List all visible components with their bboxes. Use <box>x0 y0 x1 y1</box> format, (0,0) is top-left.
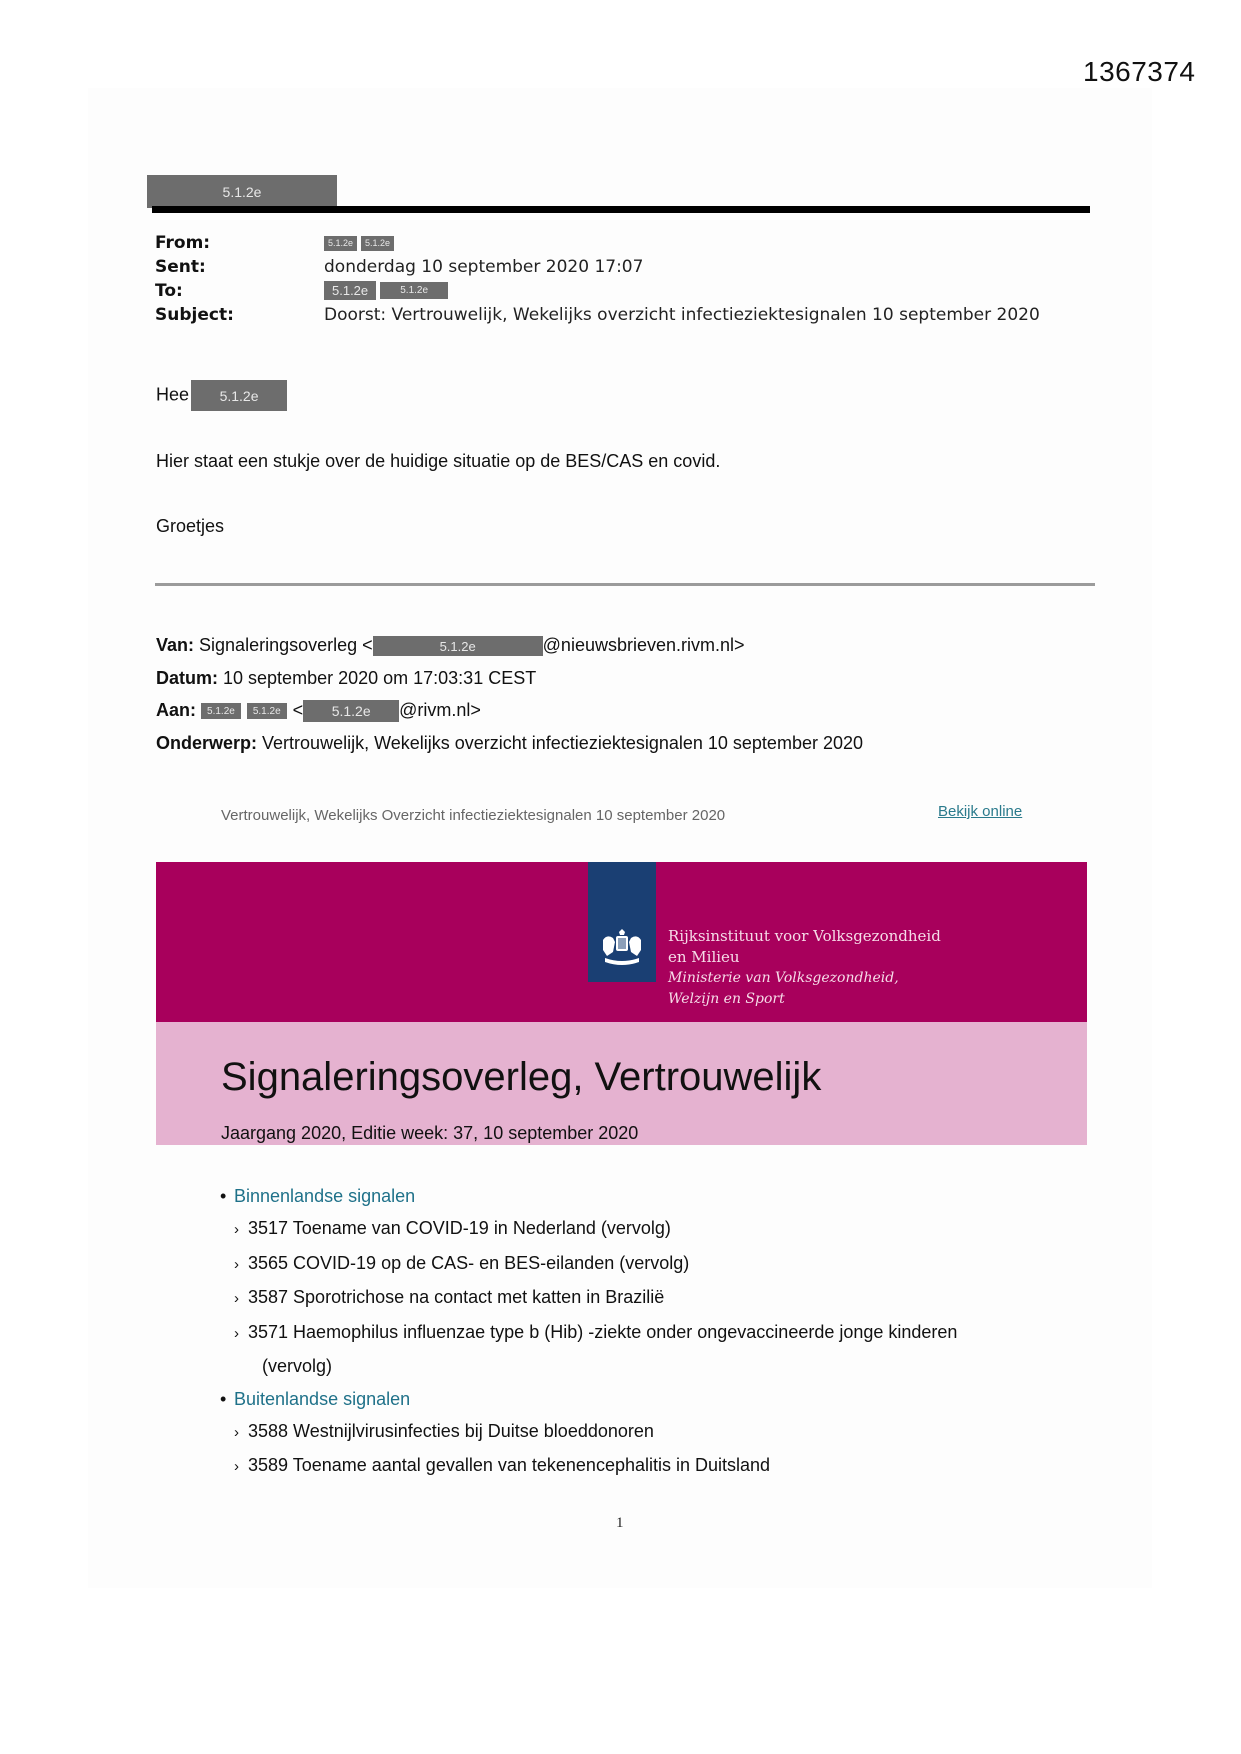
chevron-right-icon: › <box>234 1458 239 1475</box>
sent-label: Sent: <box>155 257 206 277</box>
aan-lt: < <box>292 700 304 720</box>
chevron-right-icon: › <box>234 1423 239 1441</box>
toc-item-continuation: (vervolg) <box>262 1356 333 1376</box>
redacted-van-address: 5.1.2e <box>373 636 543 656</box>
rijkslogo-strip <box>588 862 656 982</box>
from-label: From: <box>155 233 211 253</box>
ministry-line-2: Welzijn en Sport <box>668 991 785 1007</box>
toc-item-3517[interactable] <box>220 1212 957 1247</box>
bullet-icon: • <box>220 1388 227 1409</box>
redacted-aan-2: 5.1.2e <box>247 703 287 719</box>
page-number: 1 <box>616 1515 624 1531</box>
redacted-aan-1: 5.1.2e <box>201 703 241 719</box>
chevron-right-icon: › <box>234 1324 239 1342</box>
aan-label: Aan: <box>156 700 196 720</box>
toc-section-link[interactable]: Buitenlandse signalen <box>234 1388 411 1409</box>
newsletter-preheader: Vertrouwelijk, Wekelijks Overzicht infectieziektesignalen 10 september 2020 <box>221 807 726 824</box>
toc-item-3587[interactable] <box>220 1281 957 1316</box>
toc-item-3565[interactable] <box>220 1247 957 1282</box>
toc-item-label: 3589 Toename aantal gevallen van tekenencephalitis in Duitsland <box>248 1455 771 1475</box>
to-value <box>324 280 448 300</box>
separator-rule <box>155 583 1095 586</box>
subject-value: Doorst: Vertrouwelijk, Wekelijks overzicht infectieziektesignalen 10 september 2020 <box>324 305 1040 325</box>
message-closing: Groetjes <box>156 516 225 536</box>
toc-item-label: 3587 Sporotrichose na contact met katten in Brazilië <box>248 1287 665 1307</box>
aan-domain: @rivm.nl> <box>399 700 481 720</box>
chevron-right-icon: › <box>234 1221 239 1238</box>
chevron-right-icon: › <box>234 1290 239 1307</box>
coat-of-arms-icon <box>599 928 645 968</box>
greeting-text: Hee <box>156 384 190 405</box>
fwd-datum-line <box>156 668 536 689</box>
header-rule <box>152 206 1090 213</box>
sent-value: donderdag 10 september 2020 17:07 <box>324 257 644 277</box>
toc-item-label: 3517 Toename van COVID-19 in Nederland (vervolg) <box>248 1218 671 1238</box>
toc-item-label: 3565 COVID-19 op de CAS- en BES-eilanden (vervolg) <box>248 1252 690 1273</box>
ministry-line-1: Ministerie van Volksgezondheid, <box>668 970 899 986</box>
newsletter-edition: Jaargang 2020, Editie week: 37, 10 september 2020 <box>221 1123 639 1143</box>
toc-item-3571[interactable] <box>220 1316 957 1351</box>
redacted-sender-name: 5.1.2e <box>147 175 337 208</box>
toc-section-buitenlandse <box>220 1383 957 1415</box>
toc-section-binnenlandse <box>220 1180 957 1212</box>
toc-item-3588[interactable] <box>220 1415 957 1450</box>
greeting <box>156 380 287 411</box>
table-of-contents <box>220 1180 957 1484</box>
view-online-link[interactable]: Bekijk online <box>938 803 1023 820</box>
document-number: 1367374 <box>1083 56 1196 87</box>
van-domain: @nieuwsbrieven.rivm.nl> <box>542 635 745 655</box>
to-label: To: <box>155 281 183 301</box>
datum-value: 10 september 2020 om 17:03:31 CEST <box>223 668 537 688</box>
redacted-aan-address: 5.1.2e <box>303 700 399 722</box>
org-line-1: Rijksinstituut voor Volksgezondheid <box>668 927 941 945</box>
redacted-from-2: 5.1.2e <box>361 236 394 251</box>
toc-item-label: 3571 Haemophilus influenzae type b (Hib) -ziekte onder ongevaccineerde jonge kinderen <box>248 1321 958 1342</box>
toc-item-3571-continuation[interactable] <box>220 1350 957 1383</box>
chevron-right-icon: › <box>234 1255 239 1273</box>
from-value <box>324 233 398 253</box>
newsletter-title: Signaleringsoverleg, Vertrouwelijk <box>221 1055 822 1099</box>
onderwerp-label: Onderwerp: <box>156 733 258 753</box>
fwd-aan-line <box>156 700 481 722</box>
redacted-to-1: 5.1.2e <box>324 281 376 300</box>
van-label: Van: <box>156 635 195 655</box>
redacted-to-2: 5.1.2e <box>380 282 448 299</box>
redacted-from-1: 5.1.2e <box>324 236 357 251</box>
toc-item-3589[interactable] <box>220 1449 957 1484</box>
datum-label: Datum: <box>156 668 218 688</box>
bullet-icon: • <box>220 1186 227 1206</box>
redacted-recipient-name: 5.1.2e <box>191 380 287 411</box>
van-name: Signaleringsoverleg < <box>199 635 373 655</box>
organisation-name <box>668 926 941 1010</box>
toc-section-link[interactable]: Binnenlandse signalen <box>234 1186 416 1206</box>
subject-label: Subject: <box>155 305 234 325</box>
toc-item-label: 3588 Westnijlvirusinfecties bij Duitse bloeddonoren <box>248 1420 654 1441</box>
org-line-2: en Milieu <box>668 948 740 966</box>
message-body: Hier staat een stukje over de huidige situatie op de BES/CAS en covid. <box>156 451 721 471</box>
fwd-van-line <box>156 635 745 656</box>
fwd-onderwerp-line <box>156 733 863 754</box>
onderwerp-value: Vertrouwelijk, Wekelijks overzicht infectieziektesignalen 10 september 2020 <box>262 733 864 753</box>
